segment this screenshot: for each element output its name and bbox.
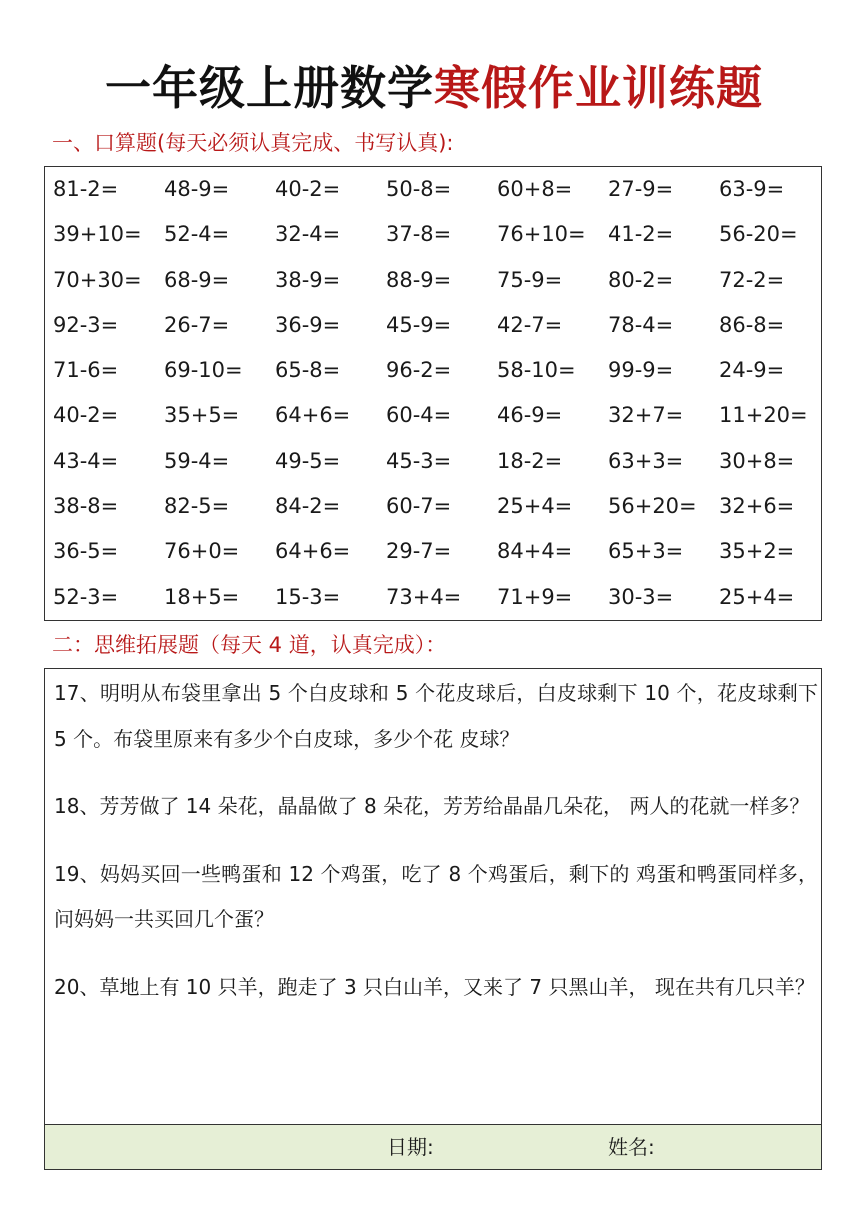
word-problem-17: 17、明明从布袋里拿出 5 个白皮球和 5 个花皮球后，白皮球剩下 10 个，花皮球剩下 5 个。布袋里原来有多少个白皮球，多少个花 皮球？	[54, 681, 818, 751]
word-problem-list	[54, 669, 818, 1032]
section-2-heading: 二：思维拓展题（每天 4 道，认真完成）：	[52, 633, 447, 657]
calc-item: 45-3=	[386, 448, 452, 473]
calc-item: 65-8=	[275, 358, 341, 383]
calc-item: 30+8=	[719, 448, 795, 473]
calc-item: 63-9=	[719, 177, 785, 201]
calc-item: 56-20=	[719, 222, 798, 247]
calc-item: 41-2=	[608, 222, 674, 247]
calc-item: 50-8=	[386, 177, 452, 201]
section-1-heading: 一、口算题(每天必须认真完成、书写认真):	[52, 131, 454, 155]
calc-item: 45-9=	[386, 312, 452, 337]
calc-item: 63+3=	[608, 448, 684, 473]
calc-item: 99-9=	[608, 358, 674, 383]
calc-item: 60+8=	[497, 177, 573, 201]
calc-item: 60-7=	[386, 494, 452, 519]
calc-item: 25+4=	[719, 584, 795, 609]
calc-item: 29-7=	[386, 539, 452, 564]
calc-item: 38-8=	[53, 494, 119, 519]
calc-item: 48-9=	[164, 177, 230, 201]
calc-item: 24-9=	[719, 358, 785, 383]
word-problem-20: 20、草地上有 10 只羊，跑走了 3 只白山羊，又来了 7 只黑山羊， 现在共有几只羊？	[54, 974, 815, 999]
calc-item: 60-4=	[386, 403, 452, 428]
word-problem-18: 18、芳芳做了 14 朵花，晶晶做了 8 朵花，芳芳给晶晶几朵花， 两人的花就一样多？	[54, 794, 810, 818]
calc-item: 27-9=	[608, 177, 674, 201]
calc-item: 35+2=	[719, 539, 795, 564]
calc-item: 56+20=	[608, 494, 697, 519]
calc-item: 76+0=	[164, 539, 240, 564]
calc-item: 84-2=	[275, 494, 341, 519]
calc-item: 39+10=	[53, 222, 142, 247]
calc-item: 52-3=	[53, 584, 119, 609]
calc-item: 69-10=	[164, 358, 243, 383]
title-part-red: 寒假作业训练题	[434, 61, 763, 115]
calc-item: 76+10=	[497, 222, 586, 247]
calc-item: 46-9=	[497, 403, 563, 428]
title-part-black: 一年级上册数学	[105, 61, 434, 115]
calc-item: 71+9=	[497, 584, 573, 609]
calc-item: 18-2=	[497, 448, 563, 473]
calc-item: 18+5=	[164, 584, 240, 609]
calc-item: 26-7=	[164, 312, 230, 337]
oral-calculation-box	[44, 166, 822, 621]
calc-item: 15-3=	[275, 584, 341, 609]
calc-item: 36-9=	[275, 312, 341, 337]
calc-item: 30-3=	[608, 584, 674, 609]
calc-item: 65+3=	[608, 539, 684, 564]
calc-item: 70+30=	[53, 267, 142, 292]
calc-item: 36-5=	[53, 539, 119, 564]
calc-item: 75-9=	[497, 267, 563, 292]
calc-item: 59-4=	[164, 448, 230, 473]
calc-item: 80-2=	[608, 267, 674, 292]
name-label: 姓名:	[608, 1135, 655, 1159]
calc-item: 71-6=	[53, 358, 119, 383]
calc-item: 64+6=	[275, 403, 351, 428]
calc-item: 78-4=	[608, 312, 674, 337]
calc-item: 73+4=	[386, 584, 462, 609]
calc-item: 40-2=	[53, 403, 119, 428]
calc-item: 52-4=	[164, 222, 230, 247]
calc-item: 35+5=	[164, 403, 240, 428]
calc-item: 43-4=	[53, 448, 119, 473]
calc-item: 82-5=	[164, 494, 230, 519]
calc-item: 68-9=	[164, 267, 230, 292]
calc-item: 37-8=	[386, 222, 452, 247]
calc-item: 58-10=	[497, 358, 576, 383]
calc-item: 11+20=	[719, 403, 808, 428]
calc-item: 64+6=	[275, 539, 351, 564]
calc-item: 38-9=	[275, 267, 341, 292]
calc-item: 40-2=	[275, 177, 341, 201]
calc-item: 92-3=	[53, 312, 119, 337]
calc-item: 84+4=	[497, 539, 573, 564]
footer-bar	[45, 1124, 821, 1169]
calc-item: 81-2=	[53, 177, 119, 201]
calc-item: 42-7=	[497, 312, 563, 337]
word-problem-19: 19、妈妈买回一些鸭蛋和 12 个鸡蛋，吃了 8 个鸡蛋后，剩下的 鸡蛋和鸭蛋同样多，问妈妈一共买回几个蛋？	[54, 861, 818, 931]
calc-item: 25+4=	[497, 494, 573, 519]
oral-calculation-grid	[53, 167, 830, 620]
word-problem-box	[44, 668, 822, 1170]
calc-item: 49-5=	[275, 448, 341, 473]
calc-item: 86-8=	[719, 312, 785, 337]
calc-item: 72-2=	[719, 267, 785, 292]
calc-item: 96-2=	[386, 358, 452, 383]
calc-item: 32+6=	[719, 494, 795, 519]
calc-item: 32+7=	[608, 403, 684, 428]
page-title	[0, 58, 868, 118]
date-label: 日期:	[387, 1135, 434, 1159]
calc-item: 32-4=	[275, 222, 341, 247]
calc-item: 88-9=	[386, 267, 452, 292]
